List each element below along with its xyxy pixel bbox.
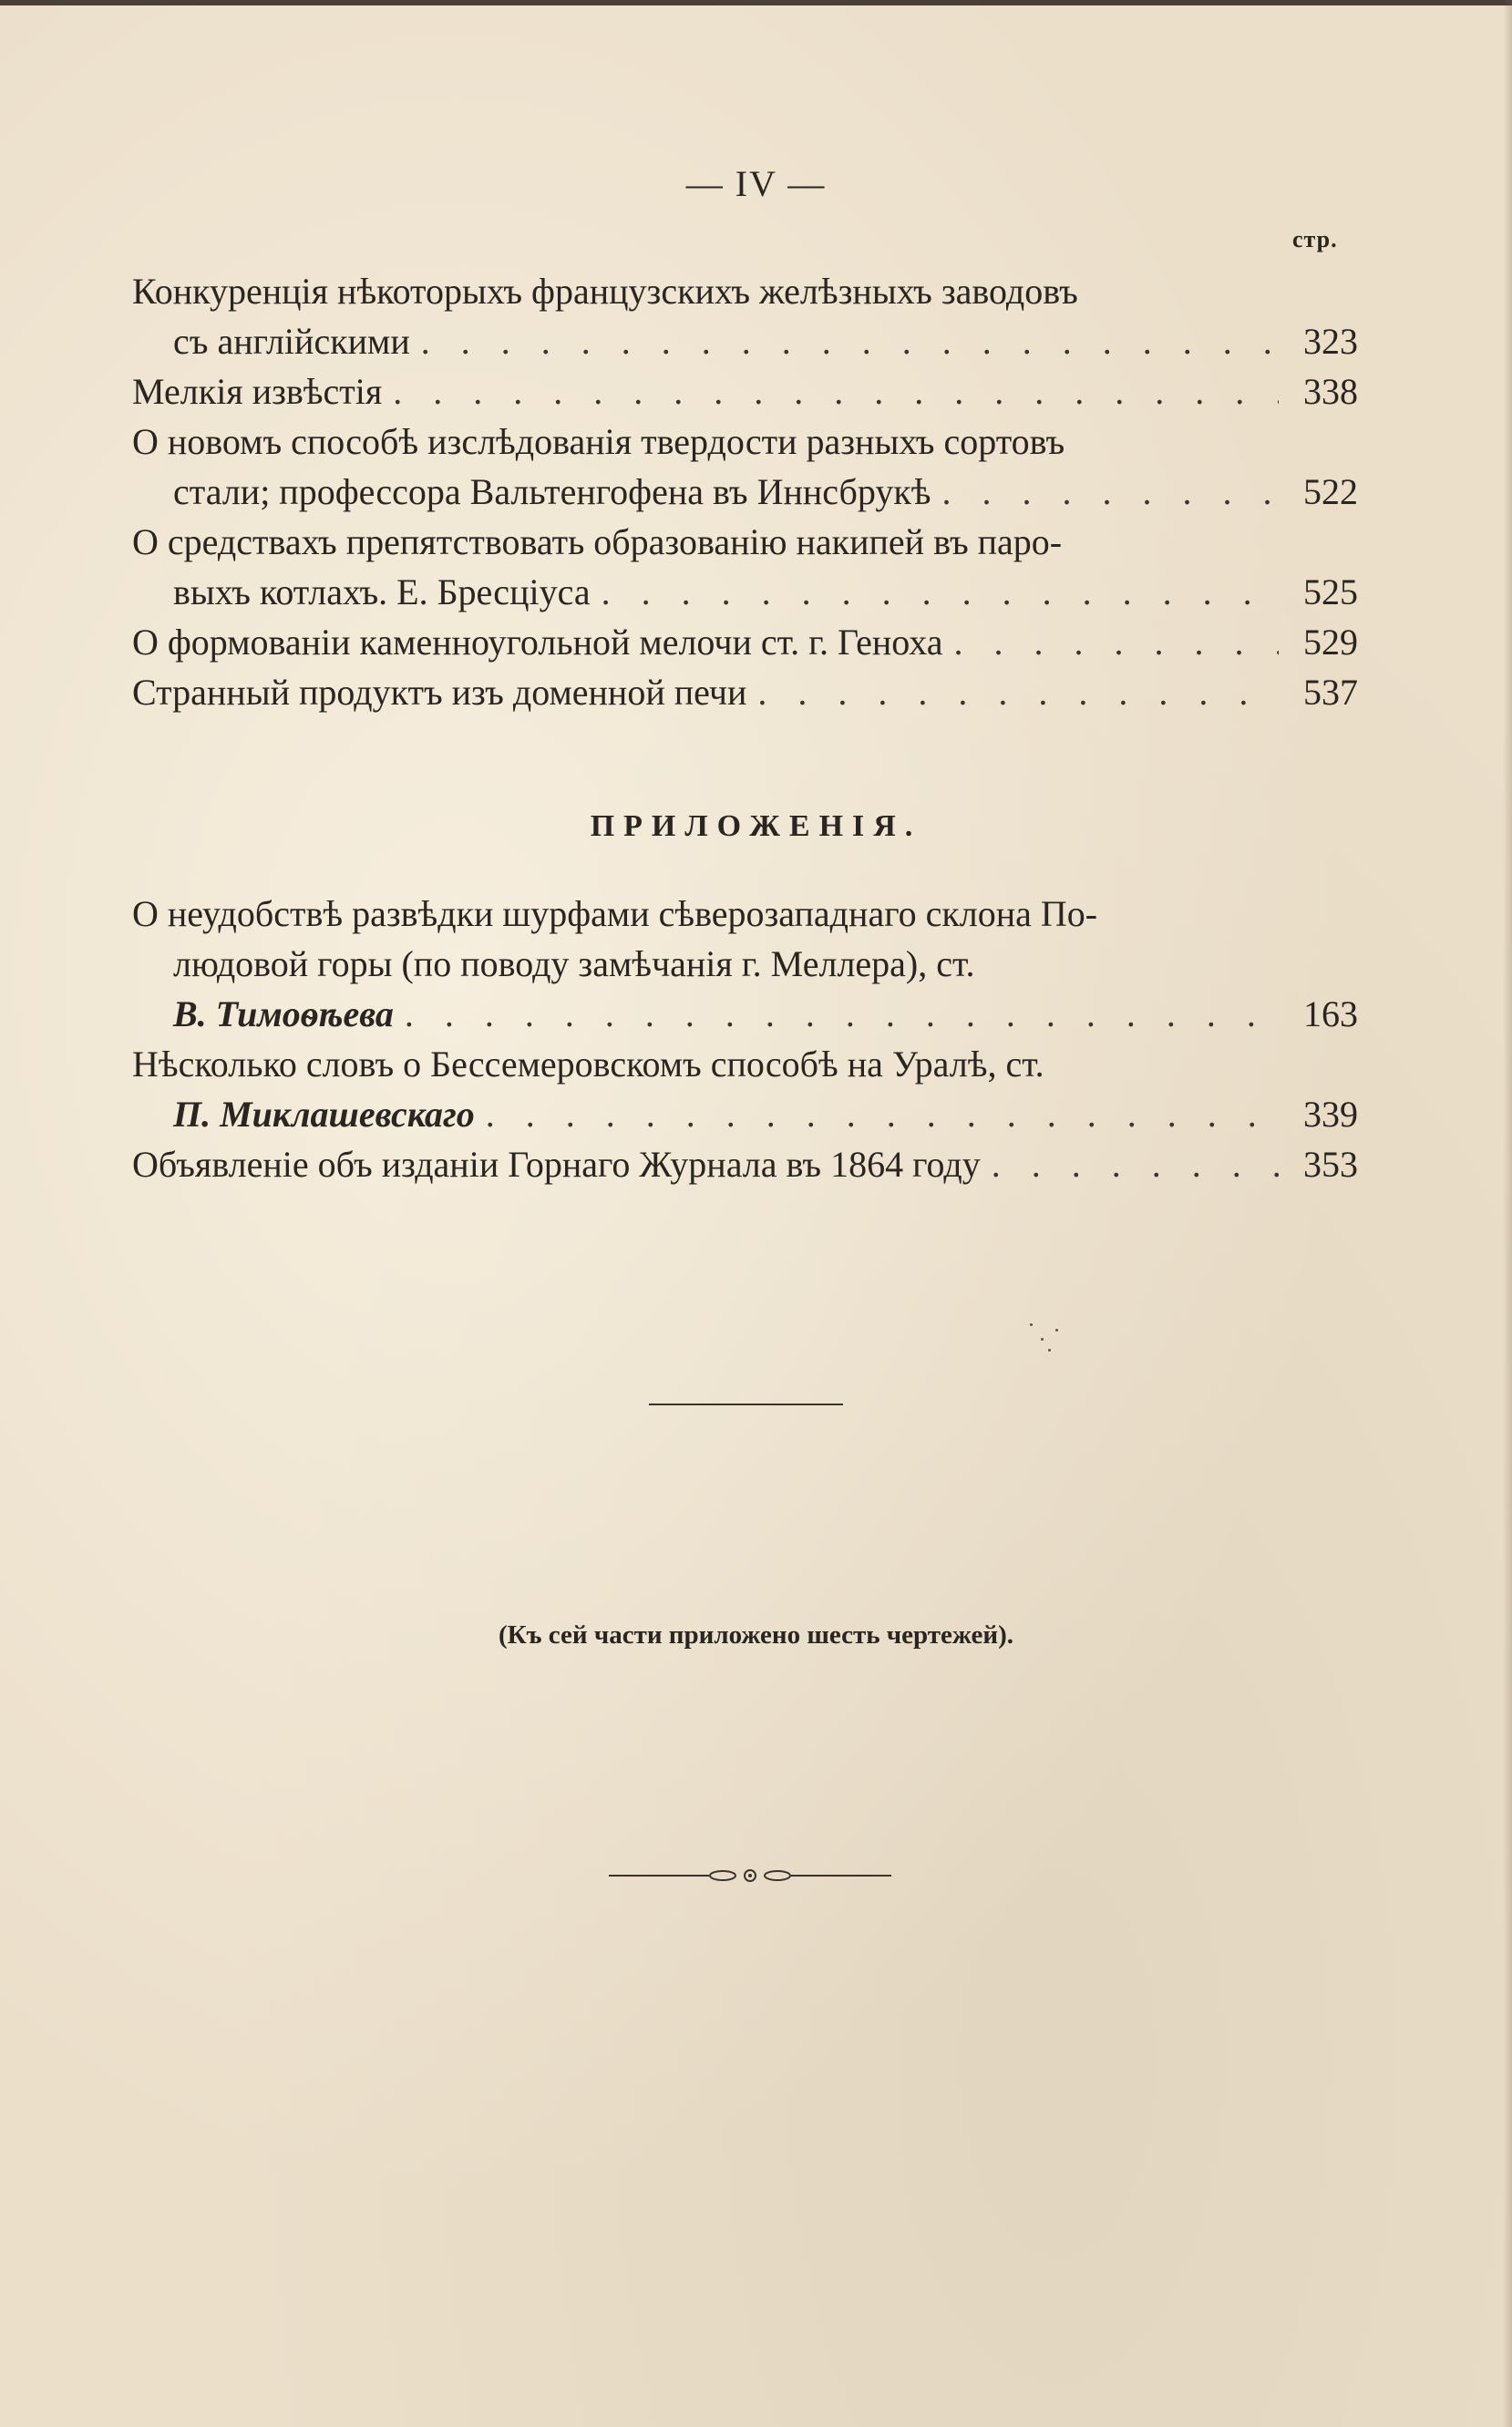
toc-entry-line: О средствахъ препятствовать образованію накипей въ паро-	[132, 521, 1063, 562]
toc-entry-line: съ англійскими	[173, 321, 410, 362]
appendix-entry-row	[132, 1089, 1358, 1139]
appendix-author: П. Миклашевскаго	[173, 1094, 475, 1135]
ink-speck	[1030, 1323, 1033, 1326]
appendix-page-number: 353	[1303, 1144, 1358, 1185]
toc-entry-row	[132, 366, 1358, 416]
page-column-label: стр.	[1292, 226, 1338, 252]
toc-entry-row	[132, 467, 1358, 517]
toc-entry	[132, 667, 1358, 717]
appendix-entry	[132, 889, 1358, 1039]
appendix-heading: ПРИЛОЖЕНІЯ.	[590, 809, 922, 843]
appendix-list	[132, 889, 1358, 1189]
toc-entry	[132, 266, 1358, 366]
appendix-entry	[132, 1039, 1358, 1139]
end-ornament	[609, 1867, 891, 1885]
appendix-page-number: 339	[1303, 1094, 1358, 1135]
toc-entry-line: О формованіи каменноугольной мелочи ст. г. Геноха	[132, 622, 943, 663]
page-number-header: — IV —	[685, 163, 827, 204]
dot-leader	[941, 467, 1279, 517]
toc-entry-line: Странный продуктъ изъ доменной печи	[132, 672, 747, 713]
toc-page-number: 529	[1303, 622, 1358, 663]
appendix-page-number: 163	[1303, 993, 1358, 1034]
dot-leader	[954, 617, 1280, 667]
dot-leader	[992, 1139, 1279, 1189]
dot-leader	[602, 567, 1279, 617]
toc-page-number: 537	[1303, 672, 1358, 713]
appendix-author: В. Тимоѳѣева	[173, 993, 394, 1034]
appendix-entry-row	[132, 1139, 1358, 1189]
toc-entry-line: О новомъ способѣ изслѣдованія твердости разныхъ сортовъ	[132, 421, 1065, 462]
page-top-edge	[0, 0, 1512, 5]
toc-page-number: 323	[1303, 321, 1358, 362]
toc-entry	[132, 517, 1358, 617]
ink-speck	[1048, 1349, 1051, 1352]
toc-entry-row	[132, 667, 1358, 717]
appendix-entry-line: Нѣсколько словъ о Бессемеровскомъ способѣ на Уралѣ, ст.	[132, 1044, 1044, 1085]
toc-entry	[132, 416, 1358, 517]
toc-entry-row	[132, 567, 1358, 617]
dot-leader	[486, 1089, 1279, 1139]
toc-entry	[132, 617, 1358, 667]
dot-leader	[421, 316, 1279, 366]
toc-entry-line: Конкуренція нѣкоторыхъ французскихъ желѣзныхъ заводовъ	[132, 271, 1078, 312]
page-right-edge	[1503, 0, 1512, 2427]
toc-entry-row	[132, 316, 1358, 366]
section-rule	[649, 1404, 843, 1405]
dot-leader	[757, 667, 1279, 717]
appendix-entry-line: О неудобствѣ развѣдки шурфами сѣверозападнаго склона По-	[132, 893, 1098, 934]
ink-speck	[1041, 1338, 1044, 1341]
toc-entry	[132, 366, 1358, 416]
appendix-entry-line: людовой горы (по поводу замѣчанія г. Меллера), ст.	[173, 943, 975, 984]
toc-entry-line: выхъ котлахъ. Е. Бресціуса	[173, 571, 591, 612]
appendix-entry	[132, 1139, 1358, 1189]
toc-entry-row	[132, 617, 1358, 667]
toc-page-number: 338	[1303, 371, 1358, 412]
toc-entry-line: стали; профессора Вальтенгофена въ Иннсбрукѣ	[173, 471, 931, 512]
dot-leader	[393, 366, 1279, 416]
ink-speck	[1055, 1329, 1058, 1332]
toc-page-number: 522	[1303, 471, 1358, 512]
appendix-entry-row	[132, 989, 1358, 1039]
toc-list	[132, 266, 1358, 717]
appendix-entry-line: Объявленіе объ изданіи Горнаго Журнала въ 1864 году	[132, 1144, 981, 1185]
dot-leader	[405, 989, 1279, 1039]
drawings-note: (Къ сей части приложено шесть чертежей).	[498, 1620, 1014, 1650]
toc-page-number: 525	[1303, 571, 1358, 612]
toc-entry-line: Мелкія извѣстія	[132, 371, 383, 412]
